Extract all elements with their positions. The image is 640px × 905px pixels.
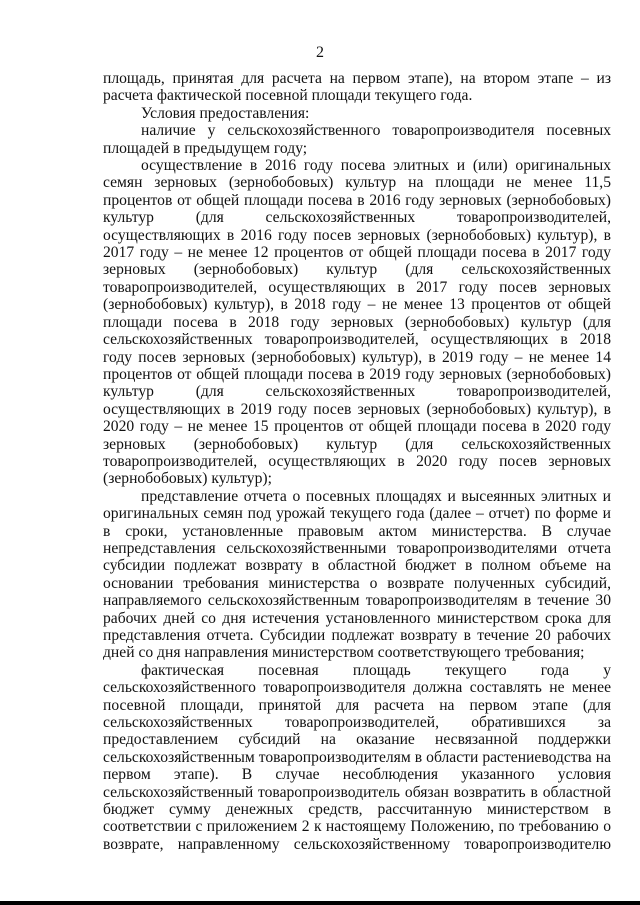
paragraph-condition-elite-seeds: осуществление в 2016 году посева элитных и (или) оригинальных семян зерновых (зернобобовых) культур на площади не менее 11,5 процентов от общей площади посева в 2016 году зерновых (зернобобовых) культур (для сельскохозяйственных товаропроизводителей, осуществляющих в 2016 году посев зерновых (зернобобовых) культур), в 2017 году – не менее 12 процентов от общей площади посева в 2017 году зерновых (зернобобовых) культур (для сельскохозяйственных товаропроизводителей, осуществляющих в 2017 году посев зерновых (зернобобовых) культур), в 2018 году – не менее 13 процентов от общей площади посева в 2018 году зерновых (зернобобовых) культур (для сельскохозяйственных товаропроизводителей, осуществляющих в 2018 году посев зерновых (зернобобовых) культур), в 2019 году – не менее 14 процентов от общей площади посева в 2019 году зерновых (зернобобовых) культур (для сельскохозяйственных товаропроизводителей, осуществляющих в 2019 году посев зерновых (зернобобовых) культур), в 2020 году – не менее 15 процентов от общей площади посева в 2020 году зерновых (зернобобовых) культур (для сельскохозяйственных товаропроизводителей, осуществляющих в 2020 году посев зерновых (зернобобовых) культур); [103,157,611,488]
page-number: 2 [316,44,324,61]
paragraph-continuation: площадь, принятая для расчета на первом этапе), на втором этапе – из расчета фактической посевной площади текущего года. [103,70,611,105]
paragraph-condition-sown-areas: наличие у сельскохозяйственного товаропроизводителя посевных площадей в предыдущем году; [103,122,611,157]
document-body [103,70,611,853]
paragraph-condition-report: представление отчета о посевных площадях и высеянных элитных и оригинальных семян под урожай текущего года (далее – отчет) по форме и в сроки, установленные правовым актом министерства. В случае непредставления сельскохозяйственными товаропроизводителями отчета субсидии подлежат возврату в областной бюджет в полном объеме на основании требования министерства о возврате полученных субсидий, направляемого сельскохозяйственным товаропроизводителям в течение 30 рабочих дней со дня истечения установленного министерством срока для представления отчета. Субсидии подлежат возврату в течение 20 рабочих дней со дня направления министерством соответствующего требования; [103,487,611,662]
paragraph-conditions-heading: Условия предоставления: [141,104,310,122]
paragraph-condition-actual-area: фактическая посевная площадь текущего года у сельскохозяйственного товаропроизводителя должна составлять не менее посевной площади, принятой для расчета на первом этапе (для сельскохозяйственных товаропроизводителей, обратившихся за предоставлением субсидий на оказание несвязанной поддержки сельскохозяйственным товаропроизводителям в области растениеводства на первом этапе). В случае несоблюдения указанного условия сельскохозяйственный товаропроизводитель обязан возвратить в областной бюджет сумму денежных средств, рассчитанную министерством в соответствии с приложением 2 к настоящему Положению, по требованию о возврате, направленному сельскохозяйственному товаропроизводителю [103,661,611,853]
bottom-border-line [0,901,640,905]
